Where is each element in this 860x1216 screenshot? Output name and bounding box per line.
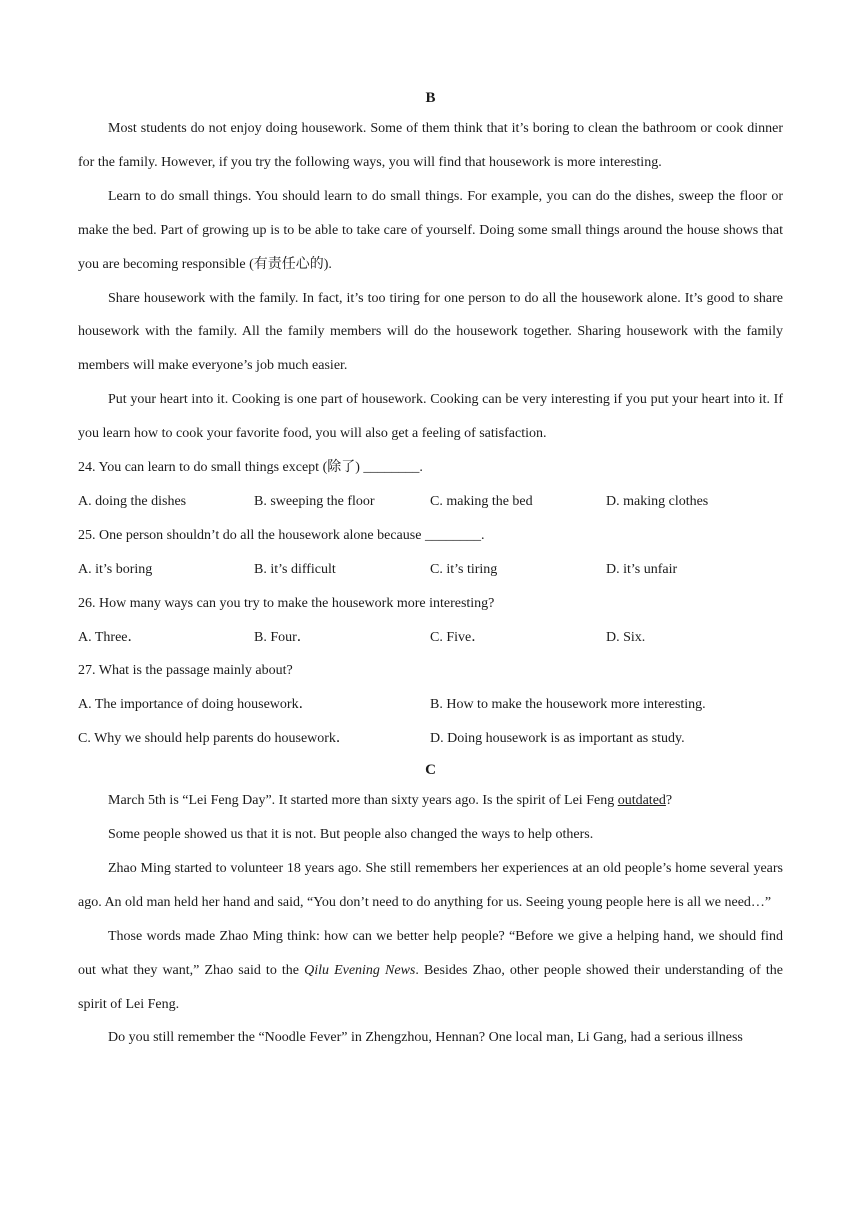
question-options <box>78 485 783 519</box>
section-c-paragraph-3: Zhao Ming started to volunteer 18 years ago. She still remembers her experiences at an old people’s home several years ago. An old man held her hand and said, “You don’t need to do anything for us. Seeing young people here is all we need…” <box>78 860 783 910</box>
question-options <box>78 621 783 655</box>
newspaper-name: Qilu Evening News <box>304 962 416 978</box>
option-b: B. Four． <box>254 629 311 645</box>
section-c-heading: C <box>425 762 436 779</box>
option-d: D. it’s unfair <box>606 561 678 577</box>
question-stem: 24. You can learn to do small things except (除了) ________. <box>78 460 423 476</box>
question-options <box>78 553 783 587</box>
paragraph-text: ? <box>665 793 673 809</box>
option-c: C. making the bed <box>430 493 533 509</box>
option-a: A. Three． <box>78 629 142 645</box>
section-b-paragraph-3: Share housework with the family. In fact, it’s too tiring for one person to do all the housework alone. It’s good to share housework with the family. All the family members will do the housework together. Sharing housework with the family members will make everyone’s job much easier. <box>78 290 783 374</box>
question-stem: 26. How many ways can you try to make the housework more interesting? <box>78 595 495 611</box>
option-b: B. sweeping the floor <box>254 493 375 509</box>
section-c-paragraph-4 <box>78 920 783 1022</box>
paragraph-text: March 5th is “Lei Feng Day”. It started more than sixty years ago. Is the spirit of Lei Feng <box>108 793 618 809</box>
question-24 <box>78 451 783 519</box>
option-b: B. it’s difficult <box>254 561 336 577</box>
option-a: A. The importance of doing housework． <box>78 697 313 713</box>
section-c-paragraph-5: Do you still remember the “Noodle Fever” in Zhengzhou, Hennan? One local man, Li Gang, had a serious illness <box>108 1030 743 1046</box>
question-27 <box>78 654 783 756</box>
question-stem: 27. What is the passage mainly about? <box>78 663 293 679</box>
section-c-paragraph-2: Some people showed us that it is not. But people also changed the ways to help others. <box>108 826 594 842</box>
section-b-paragraph-1: Most students do not enjoy doing housework. Some of them think that it’s boring to clean the bathroom or cook dinner for the family. However, if you try the following ways, you will find that housework is more interesting. <box>78 121 783 170</box>
question-25 <box>78 519 783 587</box>
option-d: D. making clothes <box>606 493 709 509</box>
question-options <box>78 688 783 722</box>
underlined-word: outdated <box>617 793 666 809</box>
question-options <box>78 722 783 756</box>
section-c-paragraph-1 <box>78 784 783 818</box>
option-d: D. Six. <box>606 629 646 645</box>
section-b-heading: B <box>425 90 436 106</box>
question-stem: 25. One person shouldn’t do all the housework alone because ________. <box>78 527 485 543</box>
option-b: B. How to make the housework more interesting. <box>430 697 706 713</box>
paragraph-text: . Besides Zhao, other people showed their understanding of the spirit of Lei Feng. <box>78 962 783 1012</box>
option-d: D. Doing housework is as important as study. <box>430 731 685 747</box>
option-a: A. doing the dishes <box>78 493 187 509</box>
option-c: C. it’s tiring <box>430 561 498 577</box>
document-page <box>78 84 783 1055</box>
question-26 <box>78 587 783 655</box>
section-b-paragraph-2: Learn to do small things. You should learn to do small things. For example, you can do the dishes, sweep the floor or make the bed. Part of growing up is to be able to take care of yourself. Doing some small things around the house shows that you are becoming responsible (有责任心的). <box>78 188 783 272</box>
paragraph-text: Those words made Zhao Ming think: how can we better help people? “Before we give a helping hand, we should find out what they want,” Zhao said to the <box>78 928 783 978</box>
option-c: C. Five． <box>430 629 486 645</box>
section-b-paragraph-4: Put your heart into it. Cooking is one part of housework. Cooking can be very interesting if you put your heart into it. If you learn how to cook your favorite food, you will also get a feeling of satisfaction. <box>78 392 783 442</box>
option-c: C. Why we should help parents do housework． <box>78 731 350 747</box>
option-a: A. it’s boring <box>78 561 153 577</box>
